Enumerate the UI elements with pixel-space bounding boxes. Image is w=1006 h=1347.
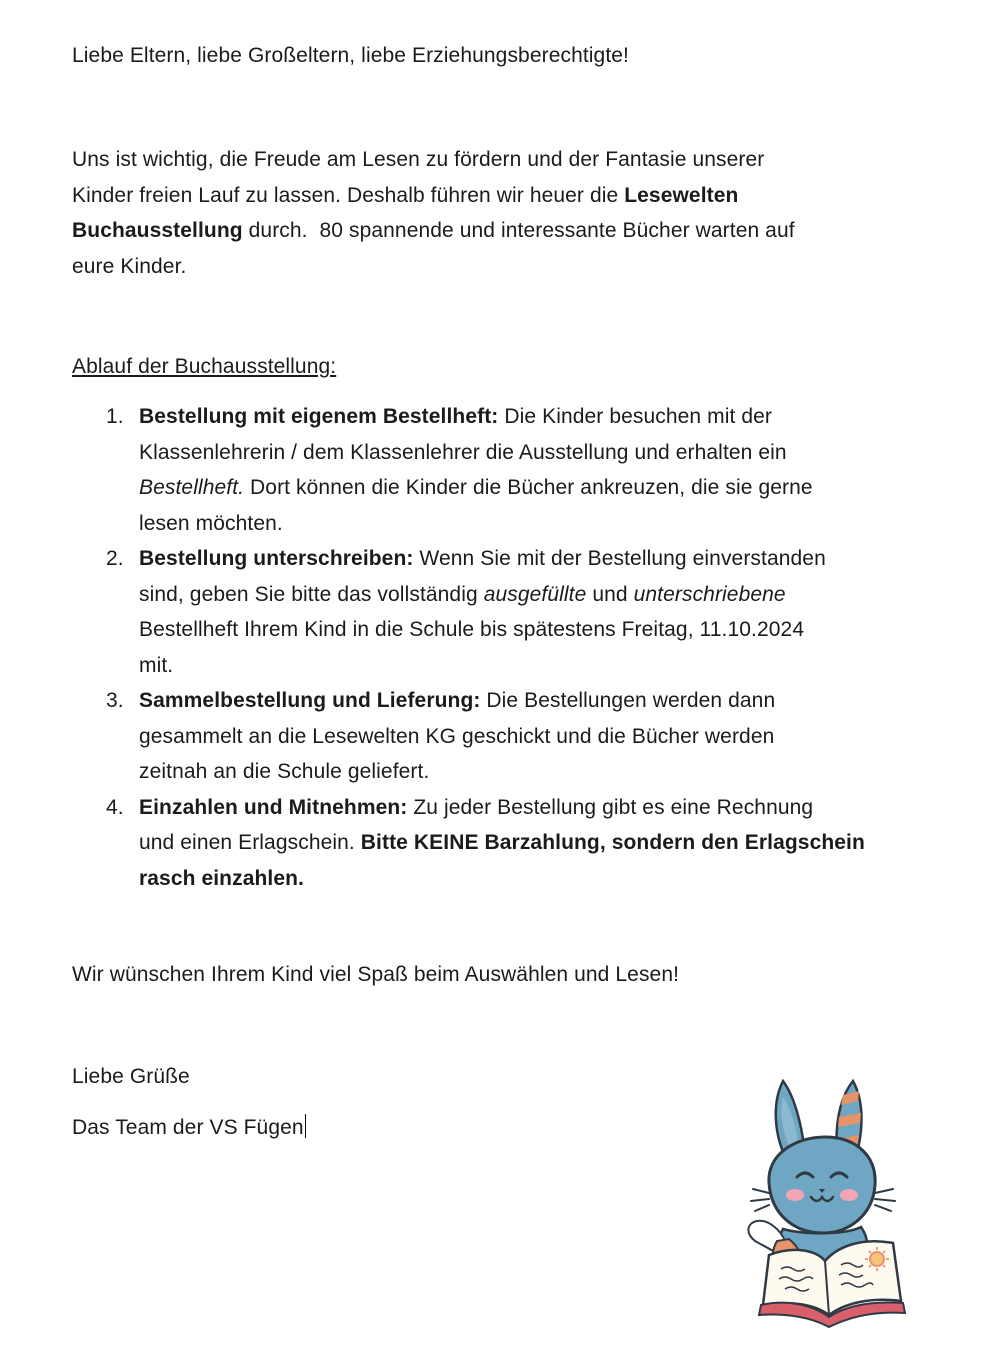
intro-paragraph — [72, 142, 795, 284]
list-number: 2. — [106, 547, 124, 570]
intro-line: Uns ist wichtig, die Freude am Lesen zu fördern und der Fantasie unserer — [72, 148, 765, 171]
intro-line: Buchausstellung durch. 80 spannende und interessante Bücher warten auf — [72, 219, 795, 242]
bunny-head — [769, 1137, 875, 1233]
intro-line: Kinder freien Lauf zu lassen. Deshalb führen wir heuer die Lesewelten — [72, 183, 739, 207]
list-item: 1. Bestellung mit eigenem Bestellheft: Die Kinder besuchen mit der Klassenlehrerin / dem Klassenlehrer die Ausstellung und erhalten ein Bestellheft. Dort können die Kinder die Bücher ankreuzen, die sie gerne lesen möchten. — [72, 399, 932, 541]
signature-text: Das Team der VS Fügen — [72, 1116, 304, 1139]
greeting: Liebe Eltern, liebe Großeltern, liebe Erziehungsberechtigte! — [72, 44, 629, 67]
wish-text: Wir wünschen Ihrem Kind viel Spaß beim Auswählen und Lesen! — [72, 963, 680, 986]
steps-list — [72, 399, 932, 896]
intro-line: eure Kinder. — [72, 254, 187, 278]
closing-text: Liebe Grüße — [72, 1065, 190, 1088]
list-item: 3. Sammelbestellung und Lieferung: Die Bestellungen werden dann gesammelt an die Lesewelten KG geschickt und die Bücher werden zeitnah an die Schule geliefert. — [72, 683, 932, 790]
text-cursor — [305, 1114, 307, 1138]
list-number: 1. — [106, 405, 124, 428]
list-item: 4. Einzahlen und Mitnehmen: Zu jeder Bestellung gibt es eine Rechnung und einen Erlagschein. Bitte KEINE Barzahlung, sondern den Erlagschein rasch einzahlen. — [72, 790, 932, 897]
reading-bunny-illustration — [725, 1065, 925, 1330]
list-item: 2. Bestellung unterschreiben: Wenn Sie mit der Bestellung einverstanden sind, geben Sie bitte das vollständig ausgefüllte und unterschriebene Bestellheft Ihrem Kind in die Schule bis spätestens Freitag, 11.10.2024 mit. — [72, 541, 932, 683]
list-number: 3. — [106, 689, 124, 712]
section-heading: Ablauf der Buchausstellung: — [72, 355, 337, 378]
signature-line[interactable] — [72, 1114, 306, 1140]
list-number: 4. — [106, 795, 124, 819]
